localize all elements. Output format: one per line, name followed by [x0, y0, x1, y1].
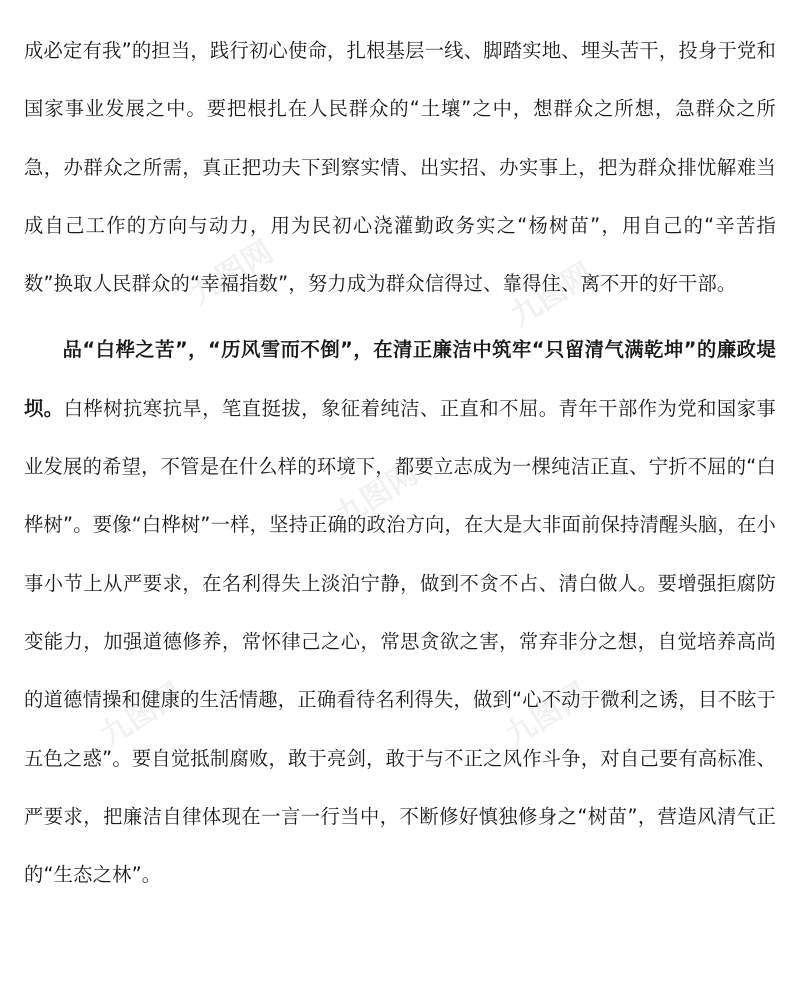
paragraph-2 — [24, 321, 776, 904]
watermark-4: 九图网 — [94, 676, 190, 754]
watermark-3: 九图网 — [329, 456, 425, 534]
paragraph-2-heading: 品“白桦之苦”，“历风雪而不倒”，在清正廉洁中筑牢“只留清气满乾坤”的廉政堤坝。 — [24, 338, 776, 420]
watermark-1: 九图网 — [184, 234, 280, 312]
watermark-2: 九图网 — [504, 256, 600, 334]
paragraph-1: 成必定有我”的担当，践行初心使命，扎根基层一线、脚踏实地、埋头苦干，投身于党和国家事业发展之中。要把根扎在人民群众的“土壤”之中，想群众之所想，急群众之所急，办群众之所需，真正把功夫下到察实情、出实招、办实事上，把为群众排忧解难当成自己工作的方向与动力，用为民初心浇灌勤政务实之“杨树苗”，用自己的“辛苦指数”换取人民群众的“幸福指数”，努力成为群众信得过、靠得住、离不开的好干部。 — [24, 39, 776, 296]
watermark-5: 九图网 — [499, 676, 595, 754]
paragraph-2-body: 白桦树抗寒抗旱，笔直挺拔，象征着纯洁、正直和不屈。青年干部作为党和国家事业发展的希望，不管是在什么样的环境下，都要立志成为一棵纯洁正直、宁折不屈的“白桦树”。要像“白桦树”一样，坚持正确的政治方向，在大是大非面前保持清醒头脑，在小事小节上从严要求，在名利得失上淡泊宁静，做到不贪不占、清白做人。要增强拒腐防变能力，加强道德修养，常怀律己之心，常思贪欲之害，常弃非分之想，自觉培养高尚的道德情操和健康的生活情趣，正确看待名利得失，做到“心不动于微利之诱，目不眩于五色之惑”。要自觉抵制腐败，敢于亮剑，敢于与不正之风作斗争，对自己要有高标准、严要求，把廉洁自律体现在一言一行当中，不断修好慎独修身之“树苗”，营造风清气正的“生态之林”。 — [24, 396, 777, 887]
document-body — [24, 22, 776, 904]
